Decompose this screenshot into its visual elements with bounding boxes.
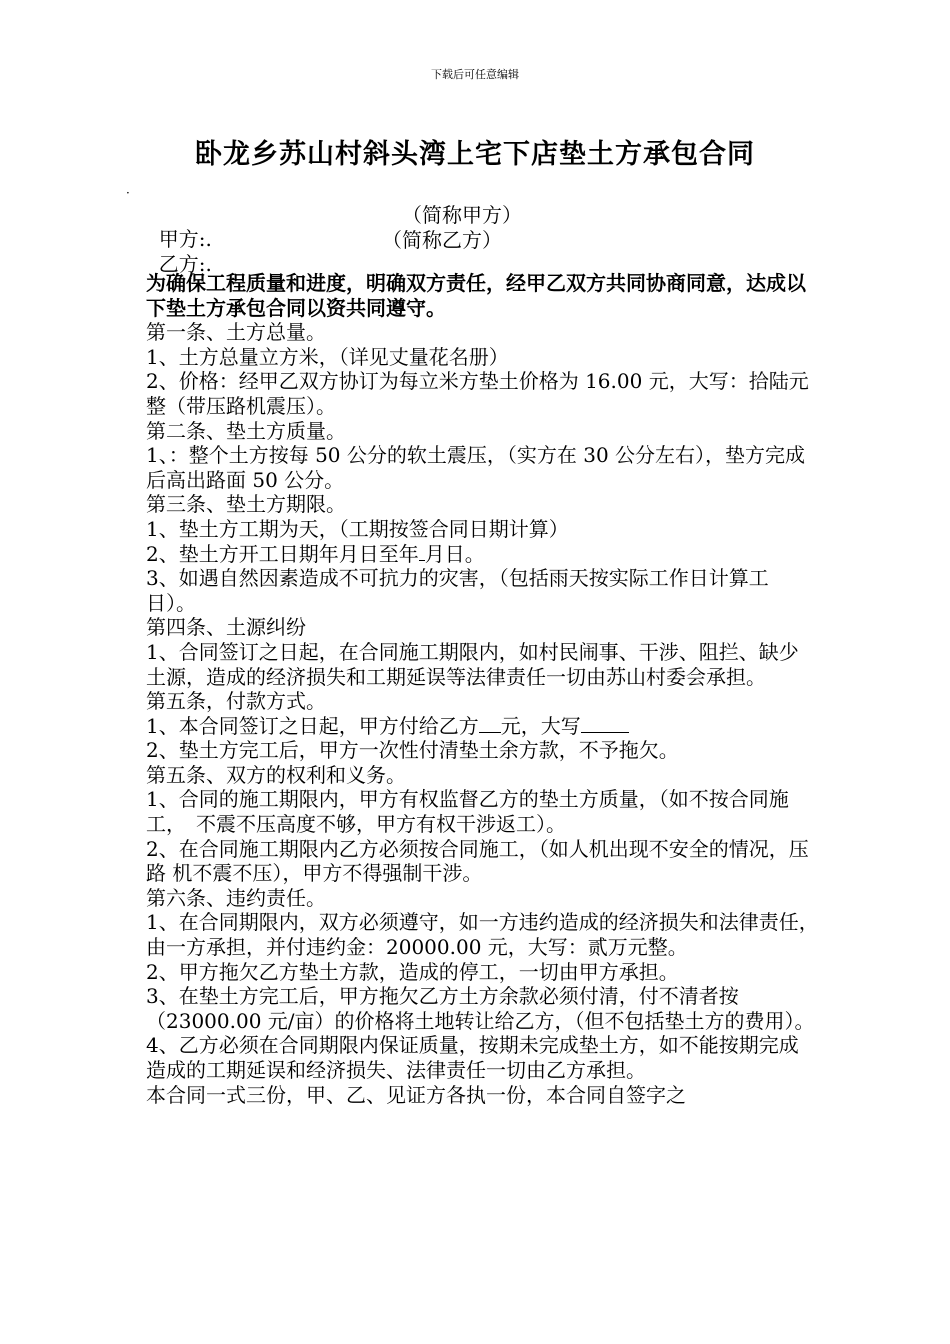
clause-6-item-4: 4、乙方必须在合同期限内保证质量，按期未完成垫土方，如不能按期完成造成的工期延误和经济损失、法律责任一切由乙方承担。 [146,1033,799,1082]
clause-1-item-1: 1、土方总量立方米，（详见丈量花名册） [146,344,509,369]
clause-5-title: 第五条，付款方式。 [146,689,326,714]
clause-5-item-1 [146,714,818,739]
party-b-abbr: （简称乙方） [382,228,502,252]
clause-5b-title: 第五条、双方的权利和义务。 [146,762,406,787]
clause-4-item-1: 1、合同签订之日起，在合同施工期限内，如村民闹事、干涉、阻拦、缺少土源，造成的经济损失和工期延误等法律责任一切由苏山村委会承担。 [146,639,799,689]
clause-3-item-2 [146,542,818,567]
clause-6-item-2: 2、甲方拖欠乙方垫土方款，造成的停工，一切由甲方承担。 [146,959,679,984]
clause-5-item-1-end: 元，大写 [500,713,581,738]
party-b-label: 乙方:. [158,252,212,276]
clause-2-title: 第二条、垫土方质量。 [146,418,346,443]
clause-5b-item-1: 1、合同的施工期限内，甲方有权监督乙方的垫土方质量，（如不按合同施工， 不震不压高度不够，甲方有权干涉返工）。 [146,787,789,837]
clause-2-item-1: 1、：整个土方按每 50 公分的软土震压，（实方在 30 公分左右），垫方完成后高出路面 50 公分。 [146,443,806,492]
clause-3-item-3: 3、如遇自然因素造成不可抗力的灾害，（包括雨天按实际工作日计算工日）。 [146,566,769,615]
contract-body [146,271,829,1107]
clause-5-item-2: 2、垫土方完工后，甲方一次性付清垫土余方款，不予拖欠。 [146,738,679,763]
clause-4-title: 第四条、土源纠纷 [146,615,306,640]
party-a-label: 甲方:. [158,227,212,251]
clause-6-item-3: 3、在垫土方完工后，甲方拖欠乙方土方余款必须付清，付不清者按（23000.00 元/亩）的价格将土地转让给乙方，（但不包括垫土方的费用）。 [146,984,815,1033]
header-note: 下载后可任意编辑 [431,68,519,81]
closing-paragraph: 本合同一式三份，甲、乙、见证方各执一份，本合同自签字之 [146,1082,686,1107]
contract-title: 卧龙乡苏山村斜头湾上宅下店垫土方承包合同 [195,139,755,170]
clause-1-title: 第一条、土方总量。 [146,320,326,345]
clause-1-item-2: 2、价格：经甲乙双方协订为每立米方垫土价格为 16.00 元，大写：拾陆元整（带压路机震压）。 [146,369,809,418]
clause-3-item-2-end: 月日。 [424,541,485,566]
clause-3-item-2-start: 2、垫土方开工日期年月日至年 [146,541,419,566]
bullet-dot: · [126,186,130,200]
clause-3-item-1: 1、垫土方工期为天，（工期按签合同日期计算） [146,516,569,541]
amount-blank [479,714,501,733]
intro-paragraph: 为确保工程质量和进度，明确双方责任，经甲乙双方共同协商同意，达成以下垫土方承包合同以资共同遵守。 [146,271,806,320]
clause-3-title: 第三条、垫土方期限。 [146,492,346,517]
clause-5b-item-2: 2、在合同施工期限内乙方必须按合同施工，（如人机出现不安全的情况，压路 机不震不压），甲方不得强制干涉。 [146,836,809,886]
clause-6-item-1: 1、在合同期限内，双方必须遵守，如一方违约造成的经济损失和法律责任， 由一方承担，并付违约金：20000.00 元，大写：贰万元整。 [146,910,829,960]
amount-words-blank [581,714,629,733]
clause-5-item-1-start: 1、本合同签订之日起，甲方付给乙方 [146,713,479,738]
clause-6-title: 第六条、违约责任。 [146,885,326,910]
party-a-abbr: （简称甲方） [402,203,522,227]
